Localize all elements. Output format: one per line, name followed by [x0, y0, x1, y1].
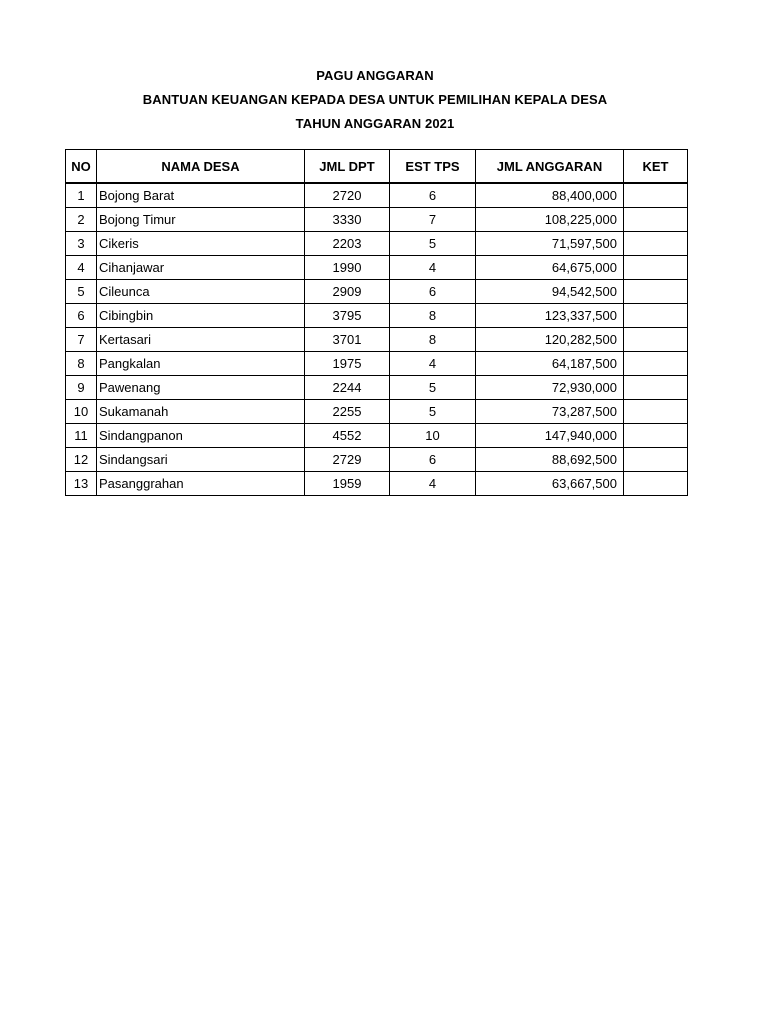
budget-amount-cell: 73,287,500 — [476, 400, 624, 424]
row-number-cell: 2 — [66, 208, 97, 232]
village-name-cell: Sindangpanon — [97, 424, 305, 448]
village-name-cell: Cibingbin — [97, 304, 305, 328]
header-polling-stations: EST TPS — [390, 150, 476, 184]
table-row — [66, 472, 688, 496]
table-row — [66, 256, 688, 280]
polling-stations-cell: 8 — [390, 304, 476, 328]
village-name-cell: Bojong Barat — [97, 183, 305, 208]
polling-stations-cell: 4 — [390, 352, 476, 376]
polling-stations-cell: 8 — [390, 328, 476, 352]
budget-amount-cell: 88,692,500 — [476, 448, 624, 472]
row-number-cell: 4 — [66, 256, 97, 280]
village-name-cell: Sukamanah — [97, 400, 305, 424]
row-number-cell: 10 — [66, 400, 97, 424]
notes-cell — [624, 472, 688, 496]
row-number-cell: 9 — [66, 376, 97, 400]
table-row — [66, 352, 688, 376]
budget-amount-cell: 120,282,500 — [476, 328, 624, 352]
village-name-cell: Pasanggrahan — [97, 472, 305, 496]
polling-stations-cell: 5 — [390, 232, 476, 256]
budget-amount-cell: 72,930,000 — [476, 376, 624, 400]
voter-count-cell: 2203 — [305, 232, 390, 256]
document-header — [0, 64, 750, 136]
notes-cell — [624, 208, 688, 232]
voter-count-cell: 3330 — [305, 208, 390, 232]
voter-count-cell: 1975 — [305, 352, 390, 376]
village-name-cell: Bojong Timur — [97, 208, 305, 232]
notes-cell — [624, 183, 688, 208]
polling-stations-cell: 6 — [390, 183, 476, 208]
notes-cell — [624, 376, 688, 400]
notes-cell — [624, 448, 688, 472]
village-name-cell: Sindangsari — [97, 448, 305, 472]
polling-stations-cell: 5 — [390, 400, 476, 424]
table-row — [66, 448, 688, 472]
header-village-name: NAMA DESA — [97, 150, 305, 184]
notes-cell — [624, 352, 688, 376]
table-row — [66, 424, 688, 448]
budget-amount-cell: 71,597,500 — [476, 232, 624, 256]
notes-cell — [624, 328, 688, 352]
row-number-cell: 12 — [66, 448, 97, 472]
row-number-cell: 6 — [66, 304, 97, 328]
village-name-cell: Pawenang — [97, 376, 305, 400]
budget-amount-cell: 88,400,000 — [476, 183, 624, 208]
polling-stations-cell: 4 — [390, 472, 476, 496]
budget-amount-cell: 94,542,500 — [476, 280, 624, 304]
table-row — [66, 376, 688, 400]
document-title: PAGU ANGGARAN — [316, 68, 434, 83]
budget-amount-cell: 64,187,500 — [476, 352, 624, 376]
village-name-cell: Cikeris — [97, 232, 305, 256]
row-number-cell: 8 — [66, 352, 97, 376]
table-row — [66, 304, 688, 328]
notes-cell — [624, 424, 688, 448]
table-row — [66, 232, 688, 256]
voter-count-cell: 3795 — [305, 304, 390, 328]
polling-stations-cell: 10 — [390, 424, 476, 448]
village-name-cell: Cihanjawar — [97, 256, 305, 280]
notes-cell — [624, 256, 688, 280]
table-body — [66, 183, 688, 496]
table-row — [66, 280, 688, 304]
voter-count-cell: 2909 — [305, 280, 390, 304]
table-row — [66, 400, 688, 424]
table-row — [66, 328, 688, 352]
budget-amount-cell: 123,337,500 — [476, 304, 624, 328]
row-number-cell: 7 — [66, 328, 97, 352]
row-number-cell: 3 — [66, 232, 97, 256]
document-subtitle: BANTUAN KEUANGAN KEPADA DESA UNTUK PEMILIHAN KEPALA DESA — [142, 92, 608, 107]
polling-stations-cell: 5 — [390, 376, 476, 400]
voter-count-cell: 3701 — [305, 328, 390, 352]
polling-stations-cell: 4 — [390, 256, 476, 280]
voter-count-cell: 4552 — [305, 424, 390, 448]
voter-count-cell: 1959 — [305, 472, 390, 496]
row-number-cell: 5 — [66, 280, 97, 304]
voter-count-cell: 2729 — [305, 448, 390, 472]
row-number-cell: 1 — [66, 183, 97, 208]
header-no: NO — [66, 150, 97, 184]
document-year-line: TAHUN ANGGARAN 2021 — [295, 116, 455, 131]
village-name-cell: Kertasari — [97, 328, 305, 352]
notes-cell — [624, 304, 688, 328]
budget-amount-cell: 147,940,000 — [476, 424, 624, 448]
header-voter-count: JML DPT — [305, 150, 390, 184]
header-notes: KET — [624, 150, 688, 184]
table-row — [66, 183, 688, 208]
table-row — [66, 208, 688, 232]
budget-amount-cell: 108,225,000 — [476, 208, 624, 232]
row-number-cell: 13 — [66, 472, 97, 496]
notes-cell — [624, 280, 688, 304]
header-row — [66, 150, 688, 184]
budget-amount-cell: 63,667,500 — [476, 472, 624, 496]
voter-count-cell: 2244 — [305, 376, 390, 400]
polling-stations-cell: 6 — [390, 448, 476, 472]
village-name-cell: Pangkalan — [97, 352, 305, 376]
notes-cell — [624, 232, 688, 256]
voter-count-cell: 2720 — [305, 183, 390, 208]
polling-stations-cell: 6 — [390, 280, 476, 304]
table-header — [66, 150, 688, 184]
notes-cell — [624, 400, 688, 424]
voter-count-cell: 1990 — [305, 256, 390, 280]
voter-count-cell: 2255 — [305, 400, 390, 424]
budget-amount-cell: 64,675,000 — [476, 256, 624, 280]
row-number-cell: 11 — [66, 424, 97, 448]
polling-stations-cell: 7 — [390, 208, 476, 232]
header-budget-amount: JML ANGGARAN — [476, 150, 624, 184]
village-name-cell: Cileunca — [97, 280, 305, 304]
budget-table — [65, 149, 688, 496]
